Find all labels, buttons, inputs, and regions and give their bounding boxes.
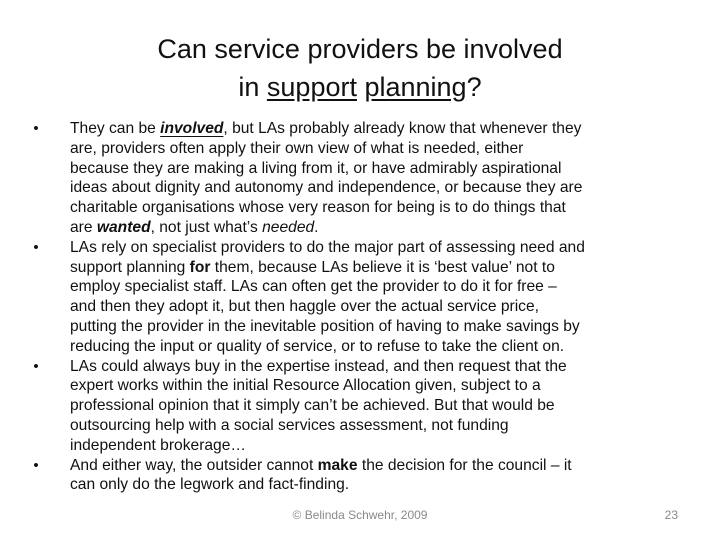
title-line-1: Can service providers be involved xyxy=(157,34,563,64)
text-line: LAs could always buy in the expertise instead, and then request that the xyxy=(70,357,567,375)
text-run: , not just what’s xyxy=(150,218,263,236)
bullet-marker: • xyxy=(33,357,39,375)
text-line: ideas about dignity and autonomy and independence, or because they are xyxy=(70,179,583,197)
text-line: are, providers often apply their own view of what is needed, either xyxy=(70,139,524,157)
text-run: support planning xyxy=(70,258,190,276)
text-line: expert works within the initial Resource Allocation given, subject to a xyxy=(70,377,541,395)
title-line-2-suffix: ? xyxy=(466,72,482,102)
bullet-marker: • xyxy=(33,456,39,474)
page-number: 23 xyxy=(664,508,678,522)
bullet-list xyxy=(0,119,720,495)
title-link-support: support xyxy=(266,72,357,102)
title-link-planning: planning xyxy=(364,72,467,102)
bullet-item xyxy=(0,238,720,357)
text-line: LAs rely on specialist providers to do the major part of assessing need and xyxy=(70,238,585,256)
emphasis-for: for xyxy=(189,258,211,276)
copyright-notice: © Belinda Schwehr, 2009 xyxy=(292,508,428,522)
title-line-2-prefix: in xyxy=(238,72,267,102)
text-line: outsourcing help with a social services assessment, not funding xyxy=(70,416,509,434)
text-line xyxy=(70,218,690,238)
text-run: And either way, the outsider cannot xyxy=(70,456,318,474)
emphasis-wanted: wanted xyxy=(96,218,151,236)
bullet-item xyxy=(0,456,720,496)
emphasis-involved: involved xyxy=(160,120,224,137)
text-run: are xyxy=(70,218,97,236)
bullet-item xyxy=(0,357,720,456)
title-line-2 xyxy=(0,68,720,106)
text-line xyxy=(70,456,690,476)
text-run: them, because LAs believe it is ‘best value’ not to xyxy=(210,258,555,276)
text-line xyxy=(70,258,690,278)
emphasis-make: make xyxy=(317,456,358,474)
text-line: because they are making a living from it, or have admirably aspirational xyxy=(70,159,562,177)
text-line xyxy=(70,119,690,139)
emphasis-needed: needed xyxy=(262,218,315,236)
text-line: charitable organisations whose very reason for being is to do things that xyxy=(70,199,566,217)
text-line: employ specialist staff. LAs can often get the provider to do it for free – xyxy=(70,278,557,296)
text-line: reducing the input or quality of service, or to refuse to take the client on. xyxy=(70,337,565,355)
text-line: can only do the legwork and fact-finding. xyxy=(70,476,350,494)
slide-footer xyxy=(0,506,720,526)
slide-title xyxy=(0,30,720,106)
text-line: and then they adopt it, but then haggle over the actual service price, xyxy=(70,298,539,316)
bullet-marker: • xyxy=(33,238,39,256)
text-run: They can be xyxy=(70,120,161,137)
text-run: the decision for the council – it xyxy=(357,456,572,474)
text-line: putting the provider in the inevitable position of having to make savings by xyxy=(70,317,580,335)
text-run: , but LAs probably already know that whenever they xyxy=(223,120,582,137)
text-run: . xyxy=(314,218,319,236)
text-line: professional opinion that it simply can’t be achieved. But that would be xyxy=(70,397,555,415)
bullet-item xyxy=(0,119,720,238)
bullet-marker: • xyxy=(33,120,39,137)
text-line: independent brokerage… xyxy=(70,436,246,454)
